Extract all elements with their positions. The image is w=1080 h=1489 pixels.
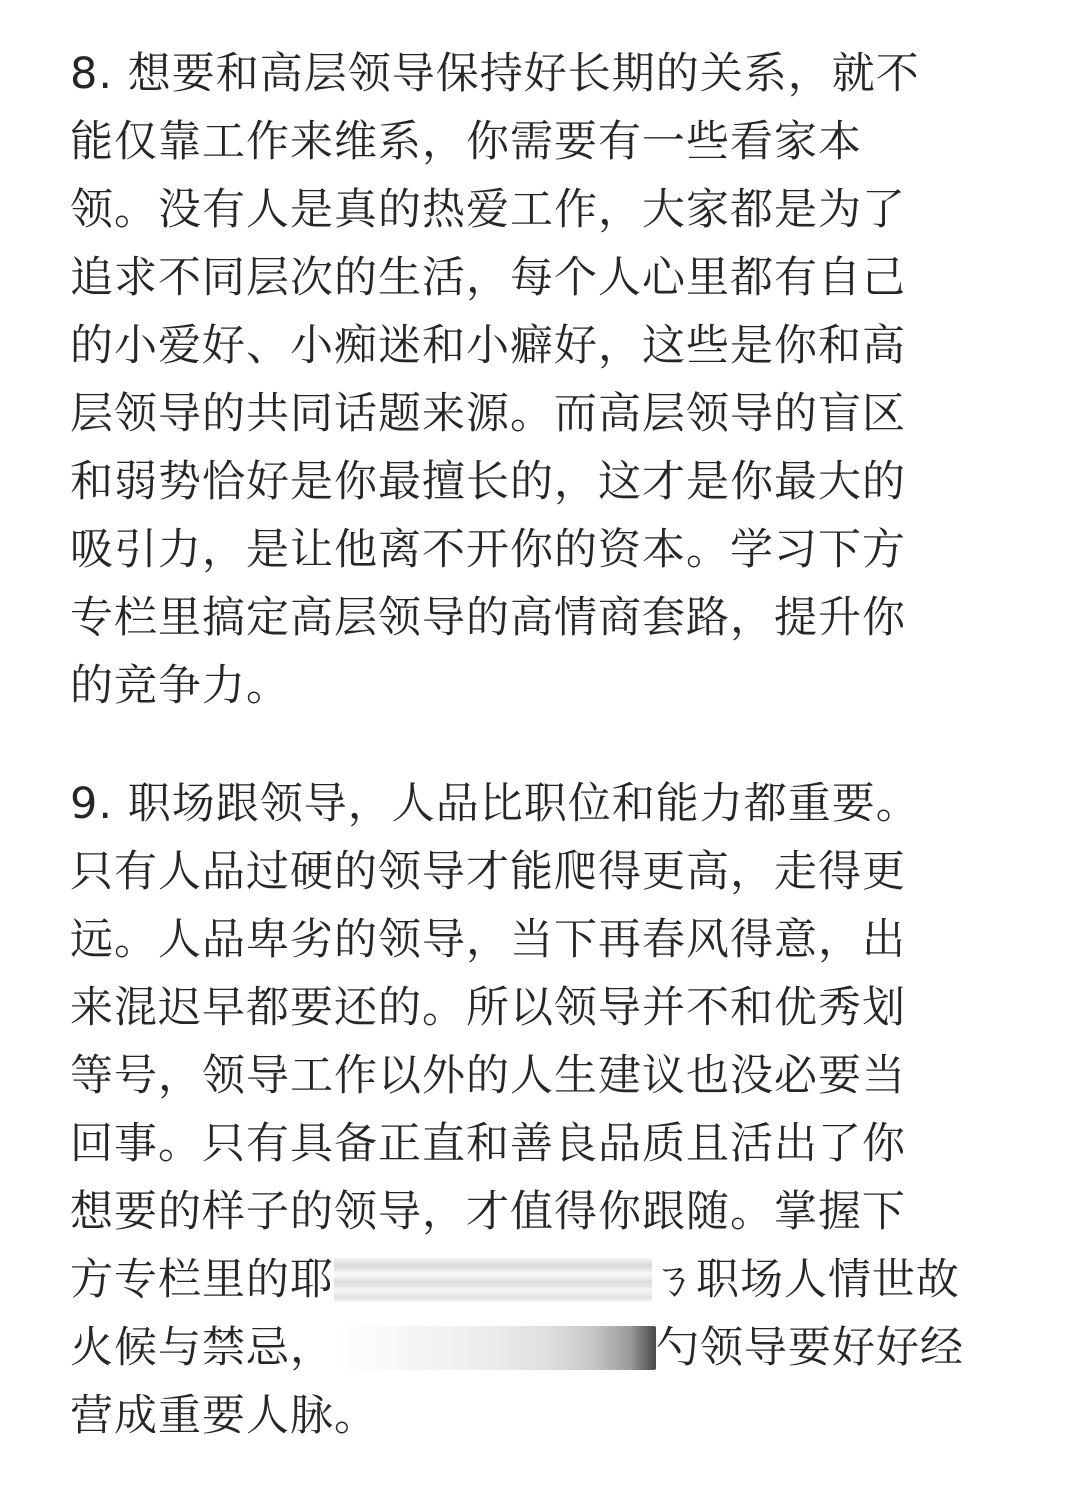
text-line: 领。没有人是真的热爱工作，大家都是为了 [70, 185, 906, 235]
text-fragment: 方专栏里的耶 [70, 1255, 334, 1305]
text-line: 吸引力，是让他离不开你的资本。学习下方 [70, 525, 906, 575]
paragraph-8 [70, 40, 920, 720]
text-line: 营成重要人脉。 [70, 1391, 378, 1441]
paragraph-9 [70, 770, 964, 1450]
text-line: 来混迟早都要还的。所以领导并不和优秀划 [70, 983, 906, 1033]
text-line: 层领导的共同话题来源。而高层领导的盲区 [70, 389, 906, 439]
text-line: 的竞争力。 [70, 661, 290, 711]
text-line: 远。人品卑劣的领导，当下再春风得意，出 [70, 915, 906, 965]
text-line: 9. 职场跟领导，人品比职位和能力都重要。 [70, 779, 920, 829]
text-line: 想要的样子的领导，才值得你跟随。掌握下 [70, 1187, 906, 1237]
redacted-text-line [70, 1314, 964, 1382]
redaction-blur [334, 1326, 656, 1370]
text-fragment: ㄋ职场人情世故 [652, 1255, 960, 1305]
text-line: 等号，领导工作以外的人生建议也没必要当 [70, 1051, 906, 1101]
text-line: 能仅靠工作来维系，你需要有一些看家本 [70, 117, 862, 167]
text-line: 专栏里搞定高层领导的高情商套路，提升你 [70, 593, 906, 643]
redaction-blur [334, 1258, 652, 1302]
text-line: 和弱势恰好是你最擅长的，这才是你最大的 [70, 457, 906, 507]
text-line: 回事。只有具备正直和善良品质且活出了你 [70, 1119, 906, 1169]
text-line: 只有人品过硬的领导才能爬得更高，走得更 [70, 847, 906, 897]
text-line: 的小爱好、小痴迷和小癖好，这些是你和高 [70, 321, 906, 371]
text-line: 8. 想要和高层领导保持好长期的关系，就不 [70, 49, 920, 99]
redacted-text-line [70, 1246, 964, 1314]
text-line: 追求不同层次的生活，每个人心里都有自己 [70, 253, 906, 303]
text-fragment: 火候与禁忌， [70, 1323, 334, 1373]
text-fragment: 勺领导要好好经 [656, 1323, 964, 1373]
